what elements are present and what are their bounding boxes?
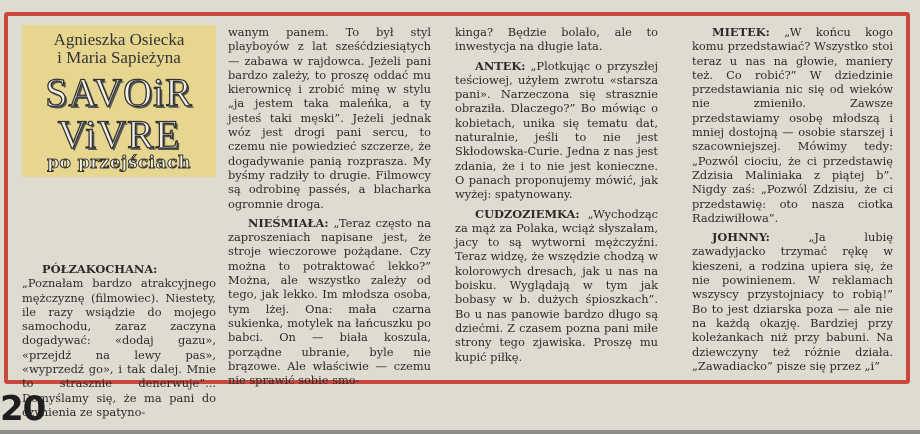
paragraph [455, 59, 658, 202]
paragraph [692, 25, 893, 225]
paragraph [22, 262, 216, 419]
speaker-label: CUDZOZIEMKA: [475, 206, 580, 221]
author-line-1: Agnieszka Osiecka [53, 30, 185, 49]
paragraph-text: „Teraz często na zaproszeniach napisane jest, że stroje wieczorowe pożądane. Czy można to potraktować lekko?” Można, ale wszystko zależy od tego, jak lekko. Im młodsza osoba, tym lżej. Ona: mała czarna sukienka, motylek na łańcuszku po babci. On — biała koszula, porządne ubranie, byle nie brązowe. Ale właściwie — czemu nie sprawić sobie smo- [228, 215, 431, 388]
paragraph [228, 25, 431, 211]
speaker-label: ANTEK: [475, 58, 526, 73]
paragraph [692, 230, 893, 373]
paragraph-text: „Poznałam bardzo atrakcyjnego mężczyznę (filmowiec). Niestety, ile razy wsiądzie do mojego samochodu, zaraz zaczyna dogadywać: «dodaj gazu», «przejdź na lewy pas», «wyprzedź go», i tak dalej. Mnie to strasznie denerwuje”... Domyślamy się, że ma pani do czynienia ze spatyno- [22, 276, 216, 419]
speaker-label: PÓŁZAKOCHANA: [42, 262, 158, 276]
paragraph-text: „Plotkując o przyszłej teściowej, użyłem zwrotu «starsza pani». Narzeczona się strasznie obraziła. Dlaczego?” Bo mówiąc o kobietach, unika się tematu dat, naturalnie, jeśli to nie jest Skłodowska-Curie. Jedna z nas jest zdania, że i to nie jest konieczne. O panach proponujemy mówić, jak wyżej: spatynowany. [455, 58, 658, 202]
author-line-2: i Maria Sapieżyna [57, 48, 181, 67]
page-number: 20 [0, 389, 46, 429]
paragraph [228, 216, 431, 388]
title-line-1: SAVOiR [45, 70, 193, 115]
paragraph [455, 207, 658, 364]
paragraph-text: kinga? Będzie bolało, ale to inwestycja na długie lata. [455, 25, 658, 54]
column-2 [228, 25, 431, 392]
speaker-label: MIETEK: [712, 25, 770, 39]
speaker-label: NIEŚMIAŁA: [248, 215, 329, 230]
column-1 [22, 262, 216, 424]
column-3 [455, 25, 658, 369]
paragraph-text: „Wychodząc za mąż za Polaka, wciąż słyszałam, jacy to są wytworni mężczyźni. Teraz widzę, że wszędzie chodzą w kolorowych dresach, jak u nas na boisku. Wyglądają w tym jak bobasy w b. dużych śpioszkach”. Bo u nas panowie bardzo długo są dziećmi. Z czasem pozna pani miłe strony tego zjawiska. Proszę mu kupić piłkę. [455, 206, 658, 364]
authors [22, 31, 216, 67]
subtitle: po przejściach [47, 153, 191, 173]
column-4 [692, 25, 893, 378]
title-line-2: ViVRE [57, 112, 181, 157]
paragraph [455, 25, 658, 54]
paragraph-text: wanym panem. To był styl playboyów z lat sześćdziesiątych — zabawa w rajdowca. Jeżeli pani bardzo zależy, to proszę oddać mu kierownicę i zrobić minę w stylu „ja jestem taka maleńka, a ty jesteś taki męski”. Jeżeli jednak wóz jest drogi pani sercu, to czemu nie powiedzieć szczerze, że dogadywanie panią rozprasza. My byśmy radziły to drugie. Filmowcy są odrobinę passés, a blacharka ogromnie droga. [228, 25, 431, 211]
scan-edge [0, 430, 920, 434]
paragraph-text: „Ja lubię zawadyjacko trzymać rękę w kieszeni, a rodzina upiera się, że nie powinienem. W reklamach wszyscy przystojniacy to robią!” Bo to jest dziarska poza — ale nie na każdą okazję. Bardziej przy koleżankach niż przy babuni. Na dziewczyny też różnie działa. „Zawadiacko” pisze się przez „i” [692, 230, 893, 373]
paragraph-text: „W końcu kogo komu przedstawiać? Wszystko stoi teraz u nas na głowie, maniery też. Co robić?” W dziedzinie przedstawiania nic się od wieków nie zmieniło. Zawsze przedstawiamy osobę młodszą i mniej dostojną — osobie starszej i szacowniejszej. Mówimy tedy: „Pozwól ciociu, że ci przedstawię Zdzisia Maliniaka z piątej b”. Nigdy zaś: „Pozwól Zdzisiu, że ci przedstawię: oto nasza ciotka Radziwiłłowa”. [692, 25, 893, 225]
title-box [22, 25, 216, 177]
speaker-label: JOHNNY: [712, 230, 770, 245]
